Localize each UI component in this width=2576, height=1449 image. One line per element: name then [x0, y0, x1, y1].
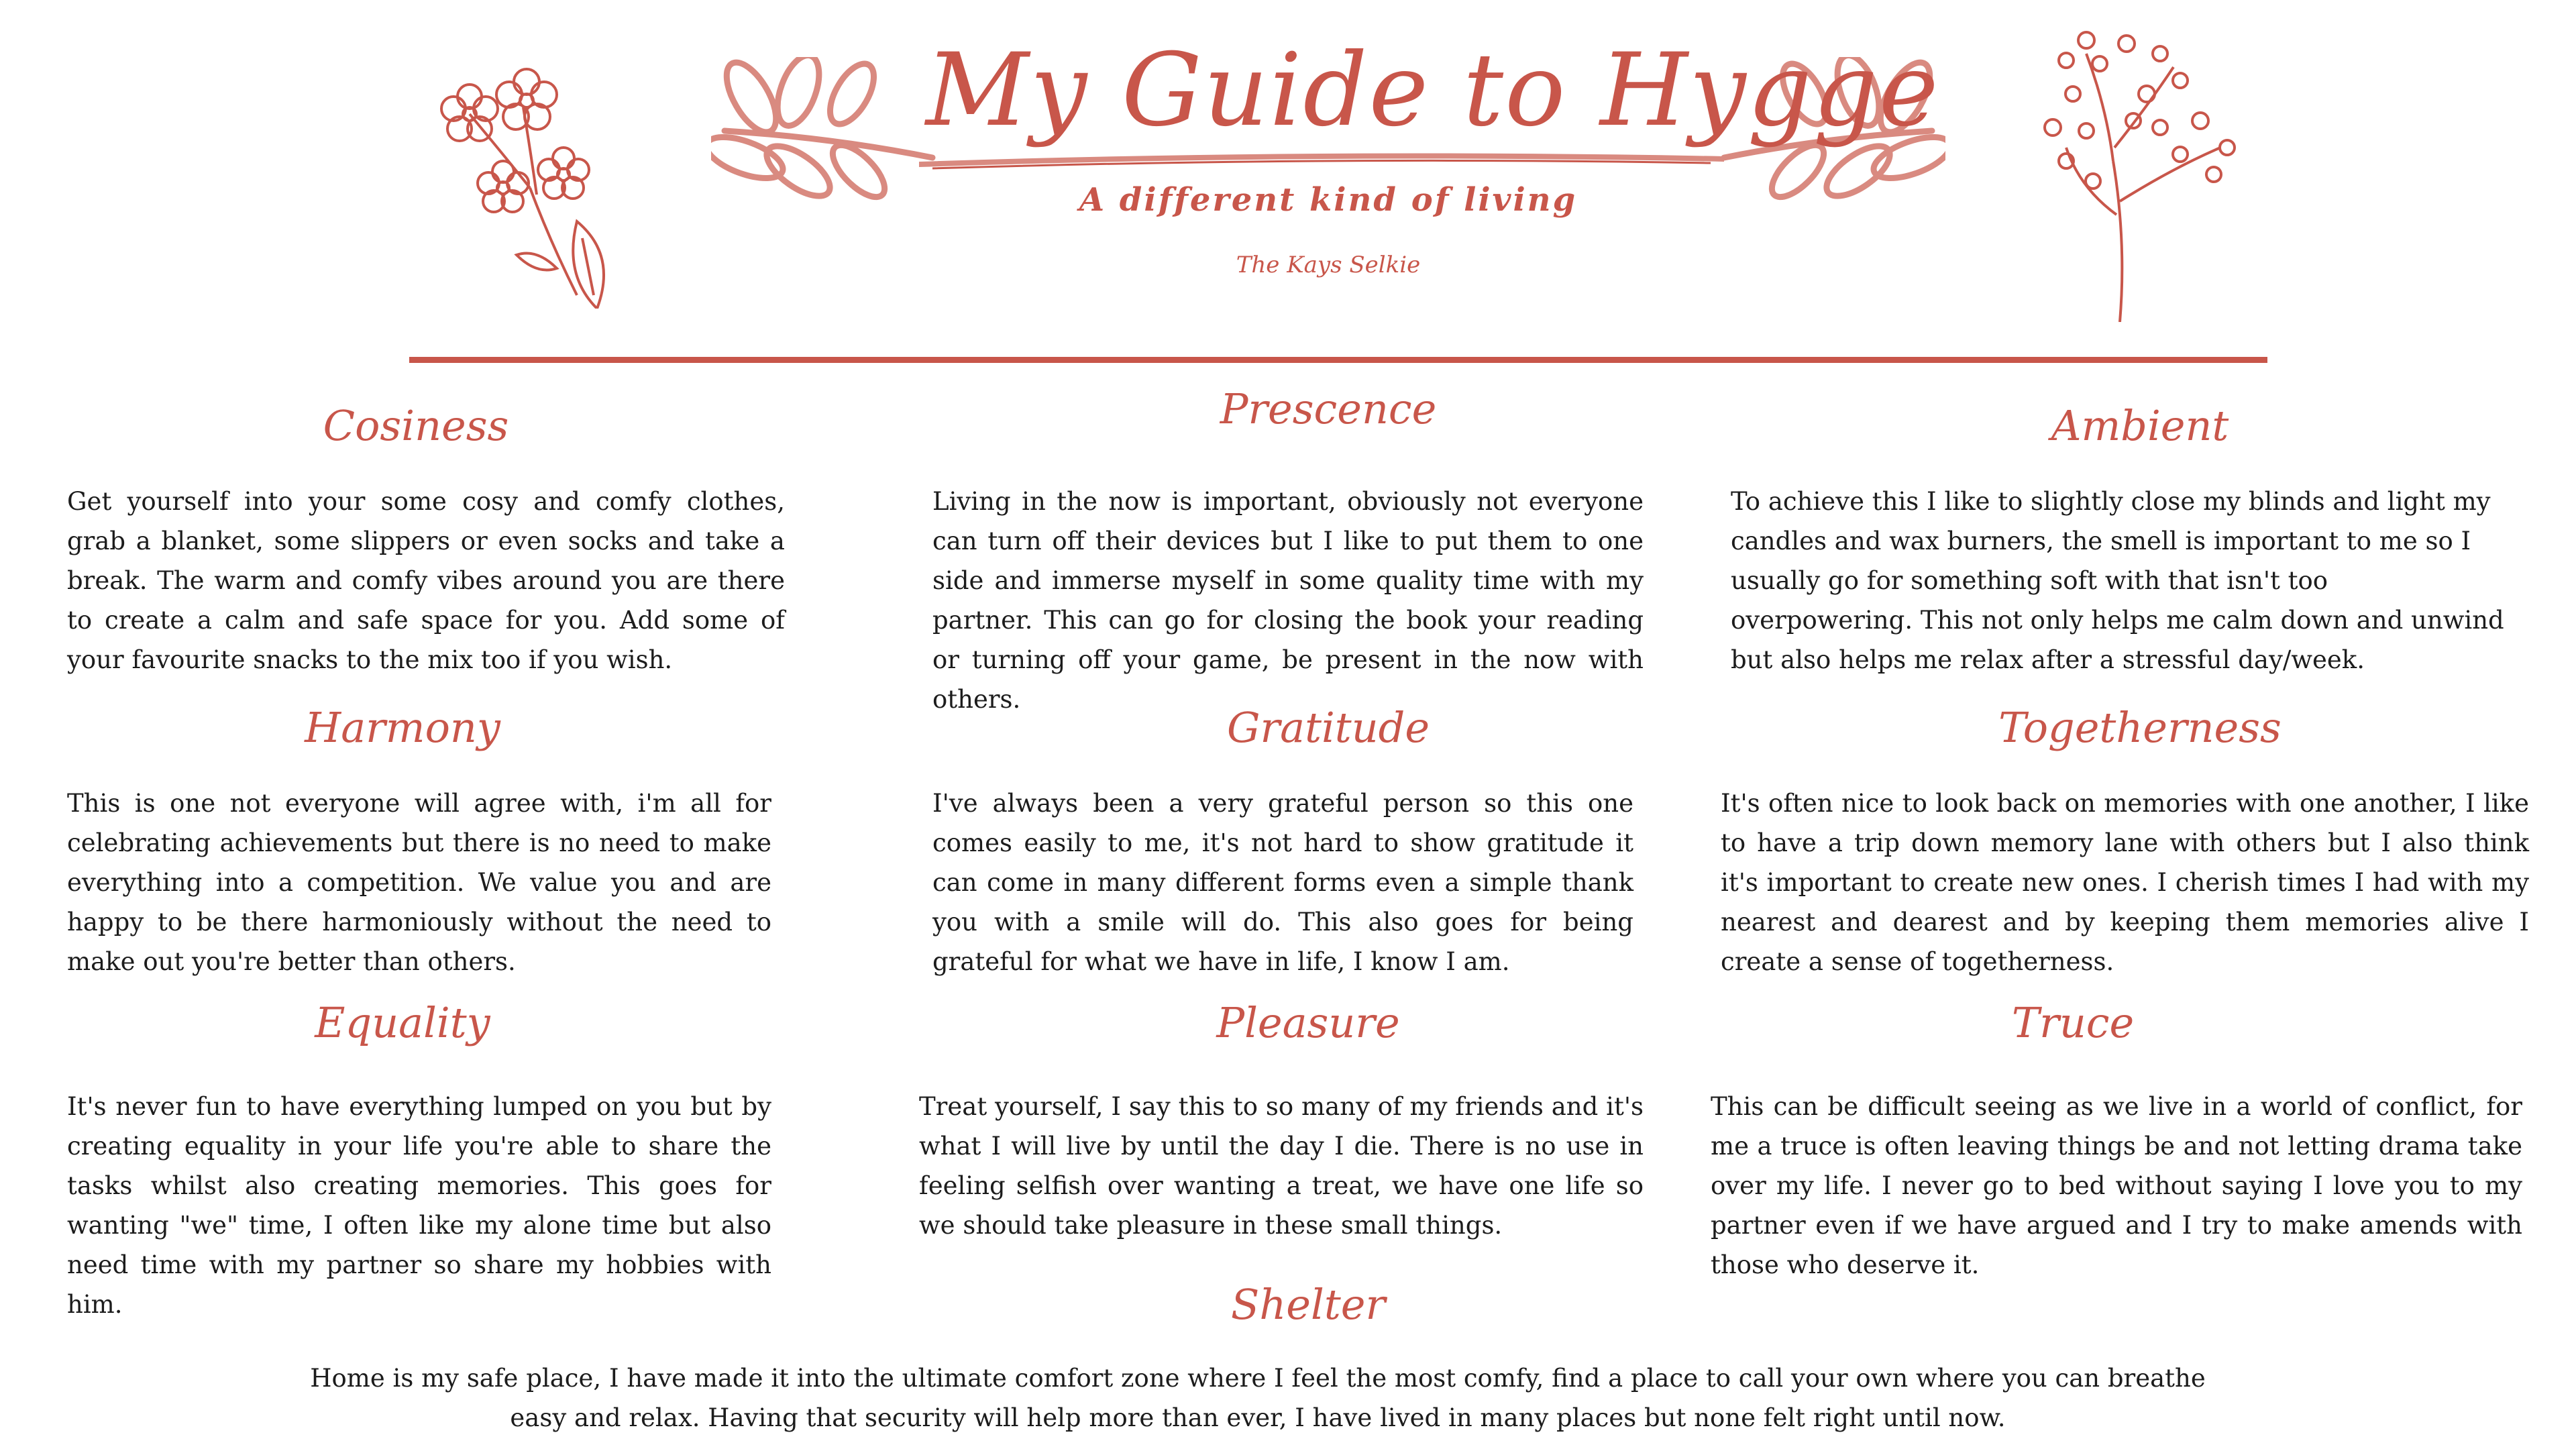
text-ambient: To achieve this I like to slightly close my blinds and light my candles and wax burners, the smell is important to me so I usually go for something soft with that isn't too overpowering. This not only helps me calm down and unwind but also helps me relax after a stressful day/week. — [1731, 487, 2504, 674]
header-divider — [409, 357, 2267, 363]
heading-cosiness: Cosiness — [323, 401, 509, 450]
text-truce: This can be difficult seeing as we live in a world of conflict, for me a truce is often leaving things be and not letting drama take over my life. I never go to bed without saying I love you to my partner even if we have argued and I try to make amends with those who deserve it. — [1711, 1092, 2522, 1279]
heading-pleasure: Pleasure — [1216, 998, 1400, 1047]
text-togetherness: It's often nice to look back on memories with one another, I like to have a trip down memory lane with others but I also think it's important to create new ones. I cherish times I had with my nearest and dearest and by keeping them memories alive I create a sense of togetherness. — [1721, 789, 2529, 976]
author-signature: The Kays Selkie — [1236, 252, 1421, 278]
heading-ambient: Ambient — [2051, 401, 2229, 450]
text-cosiness: Get yourself into your some cosy and comfy clothes, grab a blanket, some slippers or even socks and take a break. The warm and comfy vibes around you are there to create a calm and safe space for you. Add some of your favourite snacks to the mix too if you wish. — [67, 487, 785, 674]
heading-togetherness: Togetherness — [1998, 703, 2282, 752]
text-shelter: Home is my safe place, I have made it into the ultimate comfort zone where I feel the most comfy, find a place to call your own where you can breathe easy and relax. Having that security will help more than ever, I have lived in many places but none felt right until now. — [310, 1364, 2206, 1432]
leaf-branch-left-icon — [711, 57, 939, 218]
page-subtitle: A different kind of living — [1079, 181, 1578, 219]
blossom-branch-right-icon — [2026, 13, 2254, 322]
text-presence: Living in the now is important, obviously not everyone can turn off their devices but I like to put them to one side and immerse myself in some quality time with my partner. This can go for closing the book your reading or turning off your game, be present in the now with others. — [932, 487, 1644, 714]
heading-gratitude: Gratitude — [1226, 703, 1430, 752]
heading-harmony: Harmony — [305, 703, 500, 752]
heading-presence: Prescence — [1220, 384, 1437, 433]
text-harmony: This is one not everyone will agree with, i'm all for celebrating achievements but there is no need to make everything into a competition. We value you and are happy to be there harmoniously without the need to make out you're better than others. — [67, 789, 771, 976]
heading-truce: Truce — [2011, 998, 2135, 1047]
heading-shelter: Shelter — [1230, 1280, 1386, 1329]
text-gratitude: I've always been a very grateful person so this one comes easily to me, it's not hard to show gratitude it can come in many different forms even a simple thank you with a smile will do. This also goes for being grateful for what we have in life, I know I am. — [932, 789, 1633, 976]
flower-sprig-left-icon — [429, 54, 631, 309]
text-equality: It's never fun to have everything lumped on you but by creating equality in your life you're able to share the tasks whilst also creating memories. This goes for wanting "we" time, I often like my alone time but also need time with my partner so share my hobbies with him. — [67, 1092, 771, 1319]
page-title: My Guide to Hygge — [926, 32, 1940, 149]
text-pleasure: Treat yourself, I say this to so many of my friends and it's what I will live by until the day I die. There is no use in feeling selfish over wanting a treat, we have one life so we should take pleasure in these small things. — [919, 1092, 1644, 1240]
heading-equality: Equality — [315, 998, 490, 1047]
